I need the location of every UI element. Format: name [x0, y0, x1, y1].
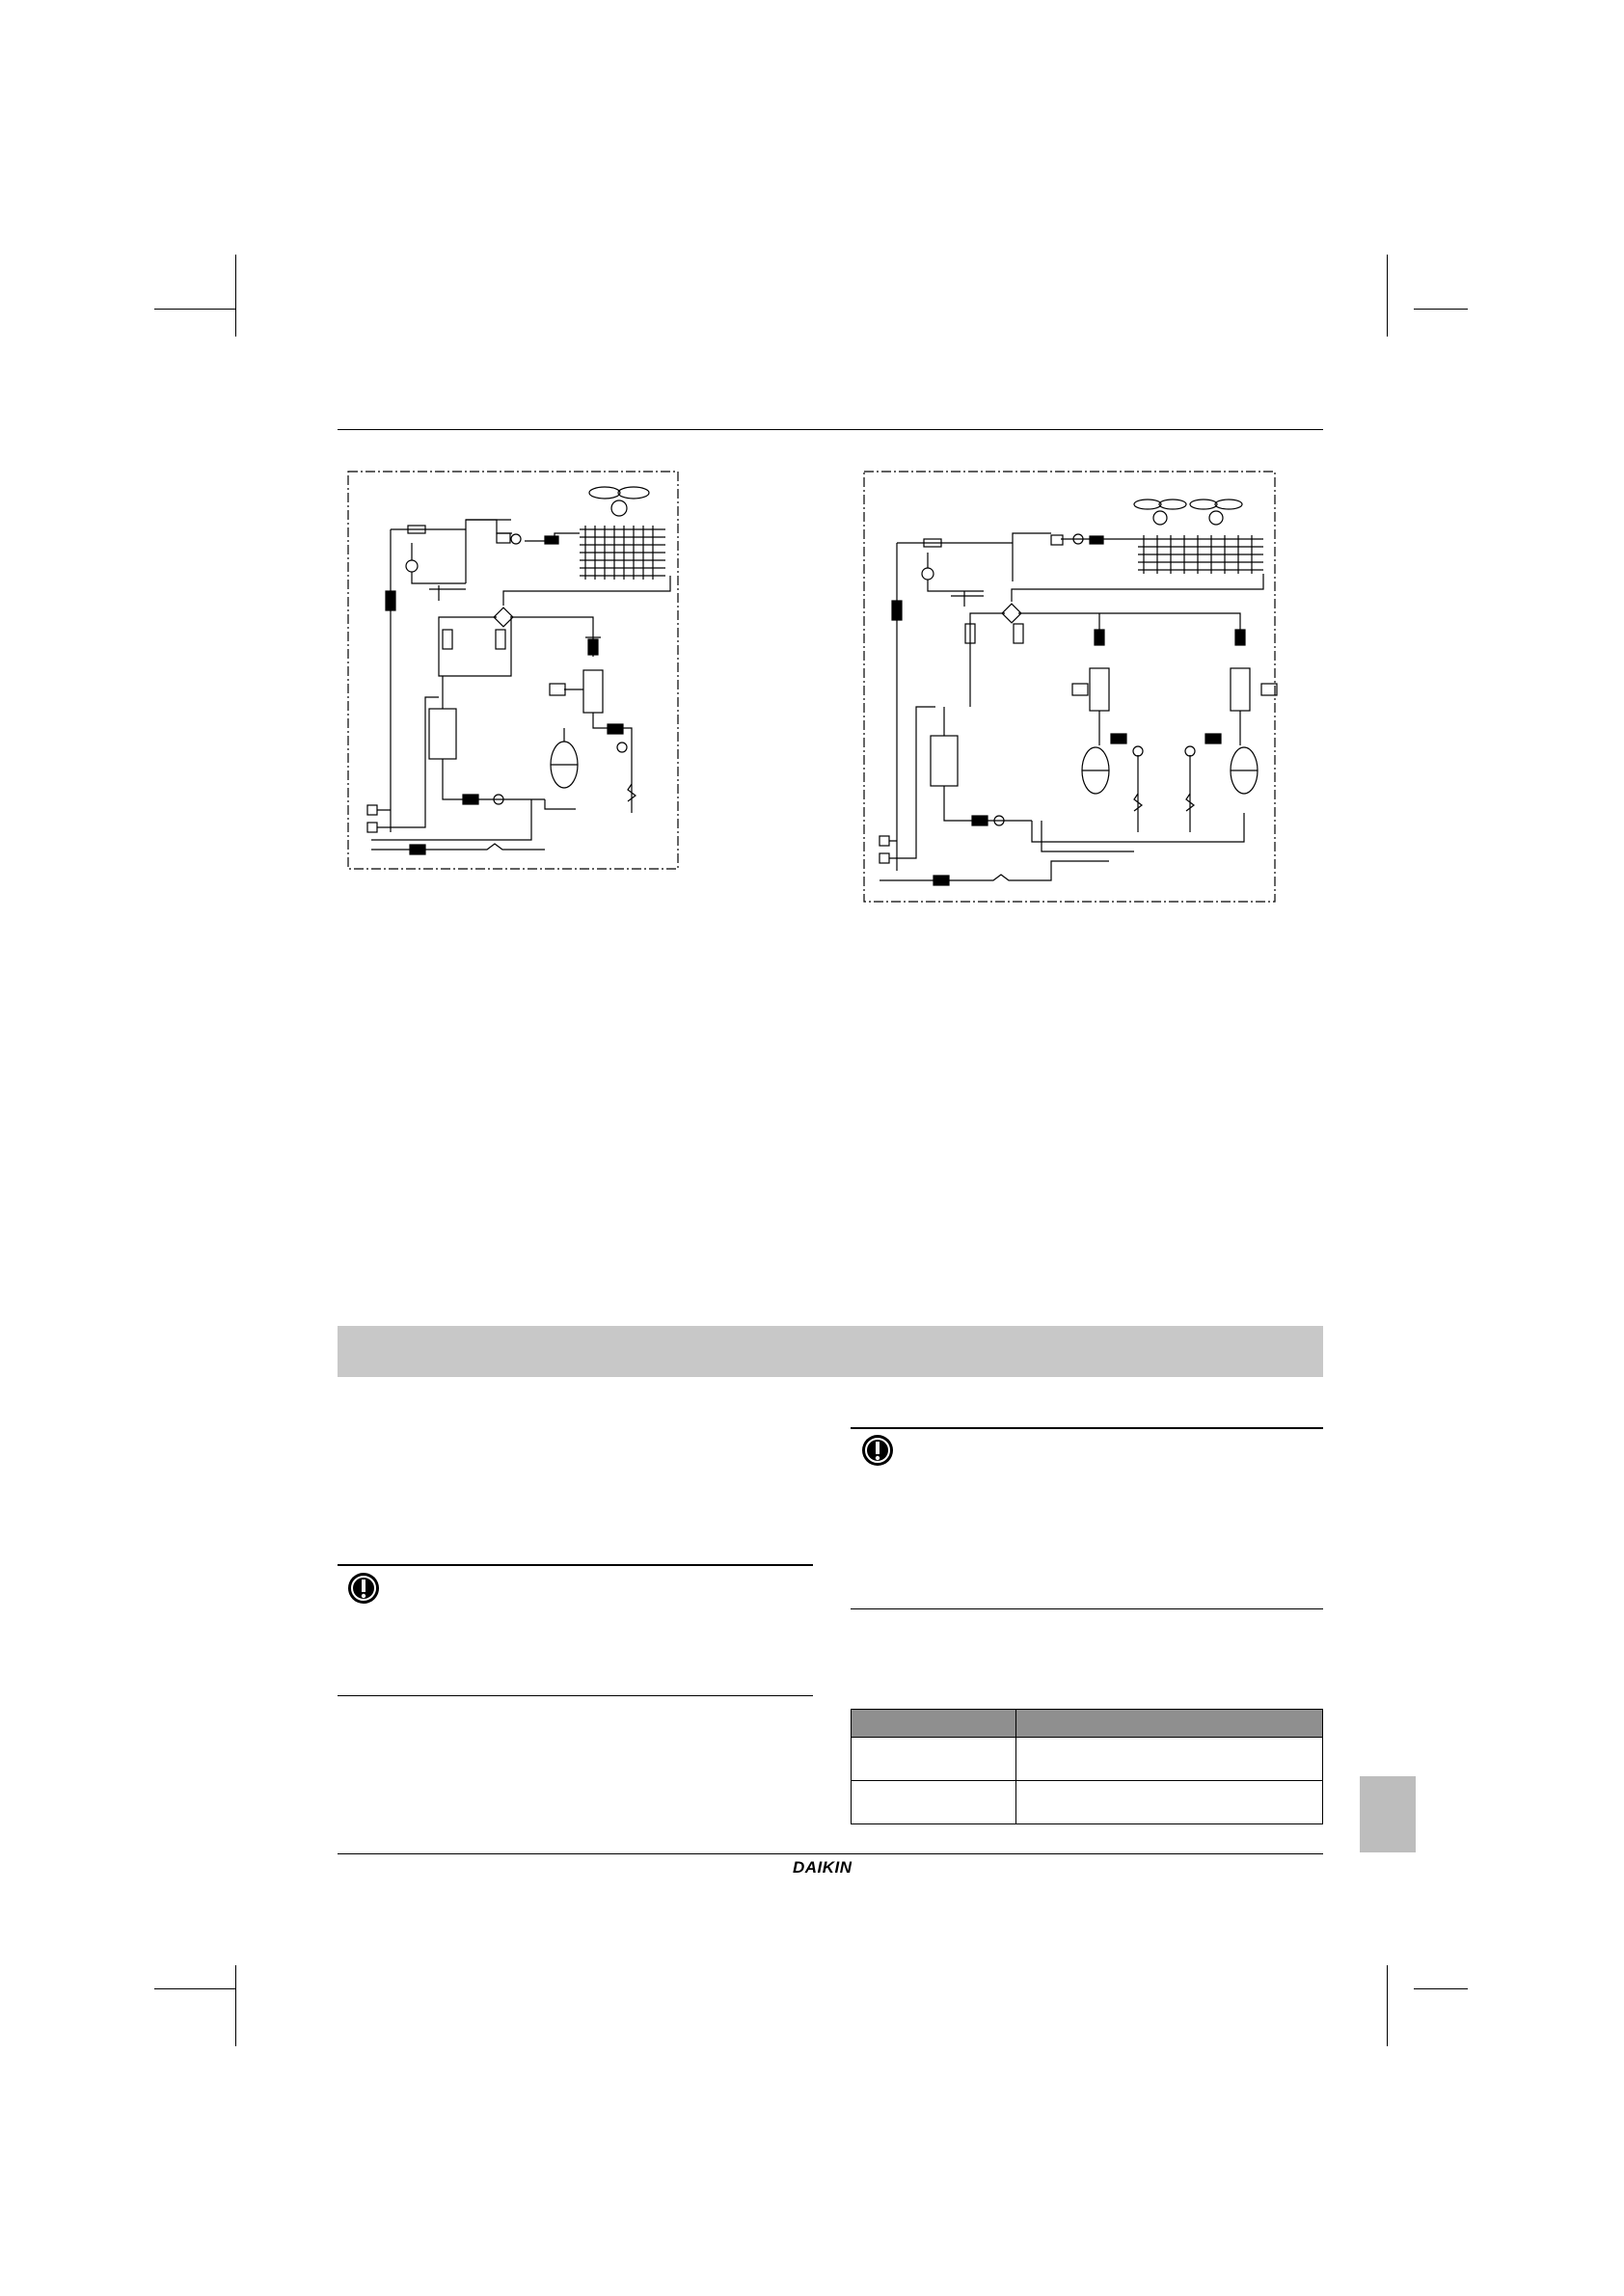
fan-icon: [1134, 500, 1242, 525]
piping-diagram-double-fan: [858, 466, 1283, 905]
table-row: [852, 1738, 1323, 1781]
fan-icon: [589, 487, 649, 516]
heat-exchanger-coil: [1138, 535, 1263, 574]
spec-table: [851, 1709, 1323, 1824]
table-cell: [1016, 1738, 1323, 1781]
piping-diagram-single-fan: [342, 466, 682, 871]
table-cell: [852, 1781, 1016, 1824]
footer-rule: [338, 1853, 1323, 1854]
notice-top-rule: [338, 1564, 813, 1566]
table-cell: [1016, 1781, 1323, 1824]
section-header-bar: [338, 1326, 1323, 1377]
table-header-row: [852, 1710, 1323, 1738]
table-row: [852, 1781, 1323, 1824]
notice-bottom-rule: [851, 1608, 1323, 1609]
brand-logo: DAIKIN: [793, 1858, 853, 1877]
table-header-cell: [852, 1710, 1016, 1738]
chapter-thumb-tab: [1360, 1776, 1416, 1852]
header-rule: [338, 429, 1323, 430]
notice-top-rule: [851, 1427, 1323, 1429]
table-header-cell: [1016, 1710, 1323, 1738]
exclamation-circle-icon: [347, 1572, 380, 1605]
heat-exchanger-coil: [580, 526, 665, 580]
notice-bottom-rule: [338, 1695, 813, 1696]
table-cell: [852, 1738, 1016, 1781]
exclamation-circle-icon: [861, 1434, 894, 1467]
